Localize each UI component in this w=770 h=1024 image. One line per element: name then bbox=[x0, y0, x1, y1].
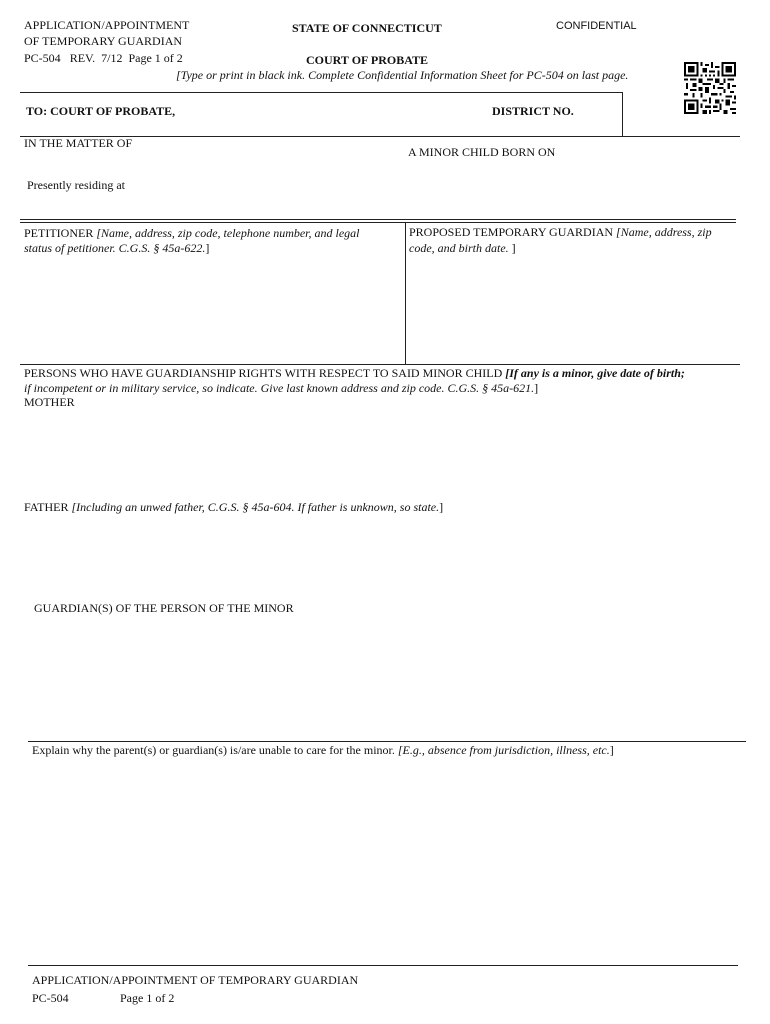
proposed-guardian-hint-part1: [Name, address, zip bbox=[616, 225, 712, 239]
father-hint-close: ] bbox=[439, 500, 444, 514]
minor-name-input[interactable] bbox=[24, 152, 398, 174]
guardians-label: GUARDIAN(S) OF THE PERSON OF THE MINOR bbox=[34, 601, 294, 615]
residing-label: Presently residing at bbox=[27, 178, 125, 192]
father-label: FATHER bbox=[24, 500, 69, 514]
minor-birth-date-input[interactable] bbox=[560, 141, 739, 163]
residing-address-input[interactable] bbox=[140, 174, 739, 196]
persons-hint-row2 bbox=[24, 381, 538, 396]
form-revision bbox=[24, 51, 183, 66]
section-double-rule-top bbox=[20, 219, 736, 220]
persons-label: PERSONS WHO HAVE GUARDIANSHIP RIGHTS WITH RESPECT TO SAID MINOR CHILD bbox=[24, 366, 503, 380]
persons-hint-line2: if incompetent or in military service, so indicate. Give last known address and zip code. C.G.S. § 45a-621. bbox=[24, 381, 535, 395]
page-label: Page 1 of 2 bbox=[128, 51, 183, 65]
minor-born-label: A MINOR CHILD BORN ON bbox=[408, 145, 556, 159]
petitioner-hint-line1: [Name, address, zip code, telephone number, and legal bbox=[96, 226, 360, 240]
section-double-rule-bottom bbox=[20, 222, 736, 223]
form-number: PC-504 bbox=[24, 51, 61, 65]
mother-label: MOTHER bbox=[24, 395, 75, 409]
rev-date: 7/12 bbox=[101, 51, 123, 65]
in-the-matter-label: IN THE MATTER OF bbox=[24, 136, 133, 150]
explain-hint: [E.g., absence from jurisdiction, illness, etc. bbox=[397, 743, 610, 757]
proposed-guardian-hint-row2 bbox=[409, 241, 516, 256]
proposed-guardian-hint-close: ] bbox=[511, 241, 516, 255]
footer-rule bbox=[28, 965, 738, 966]
explain-label: Explain why the parent(s) or guardian(s) is/are unable to care for the minor. bbox=[32, 743, 395, 757]
explain-input[interactable] bbox=[32, 762, 736, 962]
guardians-info-input[interactable] bbox=[34, 619, 738, 741]
father-heading bbox=[24, 500, 443, 515]
proposed-guardian-hint-line2: code, and birth date. bbox=[409, 241, 509, 255]
petitioner-hint-row2 bbox=[24, 241, 209, 256]
court-name-input[interactable] bbox=[190, 100, 484, 124]
persons-heading bbox=[24, 366, 685, 381]
father-info-input[interactable] bbox=[24, 518, 738, 602]
mother-info-input[interactable] bbox=[24, 412, 738, 498]
explain-top-rule bbox=[28, 741, 746, 742]
petitioner-hint-close: ] bbox=[205, 241, 210, 255]
explain-hint-close: ] bbox=[609, 743, 614, 757]
qr-code-icon bbox=[684, 62, 736, 114]
petitioner-heading bbox=[24, 226, 360, 241]
petitioner-divider bbox=[405, 223, 406, 364]
form-title-line1: APPLICATION/APPOINTMENT bbox=[24, 18, 190, 32]
persons-hint-bold: [If any is a minor, give date of birth; bbox=[505, 366, 685, 380]
court-row-top-rule bbox=[20, 92, 622, 93]
footer-title: APPLICATION/APPOINTMENT OF TEMPORARY GUARDIAN bbox=[32, 973, 359, 987]
rev-label: REV. bbox=[69, 51, 96, 65]
explain-heading bbox=[32, 743, 614, 758]
form-title-line2: OF TEMPORARY GUARDIAN bbox=[24, 34, 183, 48]
father-hint: [Including an unwed father, C.G.S. § 45a-604. If father is unknown, so state. bbox=[71, 500, 440, 514]
court-title: COURT OF PROBATE bbox=[306, 53, 429, 67]
confidential-label: CONFIDENTIAL bbox=[556, 20, 637, 32]
district-label: DISTRICT NO. bbox=[492, 104, 574, 118]
proposed-guardian-info-input[interactable] bbox=[409, 260, 739, 364]
district-number-input[interactable] bbox=[584, 100, 624, 124]
persons-hint-close: ] bbox=[534, 381, 539, 395]
proposed-guardian-label: PROPOSED TEMPORARY GUARDIAN bbox=[409, 225, 614, 239]
to-court-label: TO: COURT OF PROBATE, bbox=[26, 104, 176, 118]
petitioner-info-input[interactable] bbox=[24, 260, 404, 364]
ink-instruction: [Type or print in black ink. Complete Confidential Information Sheet for PC-504 on last page. bbox=[176, 68, 629, 82]
footer-page: Page 1 of 2 bbox=[120, 991, 175, 1005]
proposed-guardian-heading bbox=[409, 225, 712, 240]
footer-form-number: PC-504 bbox=[32, 991, 69, 1005]
petitioner-label: PETITIONER bbox=[24, 226, 94, 240]
persons-top-rule bbox=[20, 364, 740, 365]
state-title: STATE OF CONNECTICUT bbox=[292, 21, 442, 35]
petitioner-hint-line2: status of petitioner. C.G.S. § 45a-622. bbox=[24, 241, 206, 255]
